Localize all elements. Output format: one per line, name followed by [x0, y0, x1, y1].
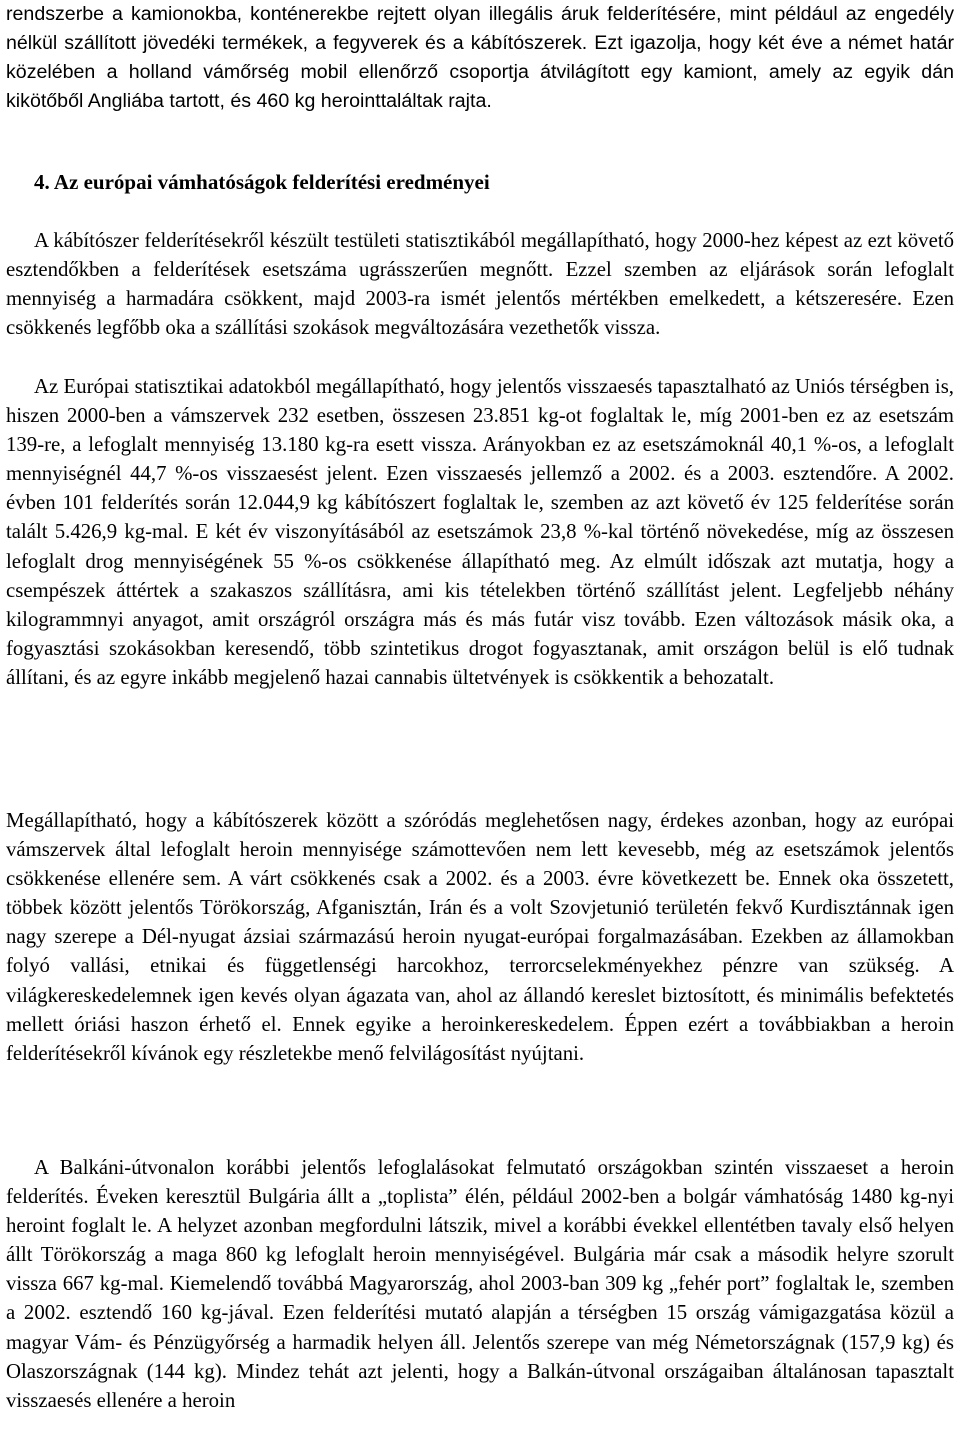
section-heading: 4. Az európai vámhatóságok felderítési eredményei	[34, 170, 490, 194]
intro-paragraph: rendszerbe a kamionokba, konténerekbe rejtett olyan illegális áruk felderítésére, mint például az engedély nélkül szállított jövedéki termékek, a fegyverek és a kábítószerek. Ezt igazolja, hogy két éve a német határ közelében a holland vámőrség mobil ellenőrző csoportja átvilágított egy kamiont, amely az egyik dán kikötőből Angliába tartott, és 460 kg herointtaláltak rajta.	[6, 3, 954, 112]
section-paragraph-4: A Balkáni-útvonalon korábbi jelentős lefoglalásokat felmutató országokban szintén visszaeset a heroin felderítés. Éveken keresztül Bulgária állt a „toplista” élén, például 2002-ben a bolgár vámhatóság 1480 kg-nyi heroint foglalt le. A helyzet azonban megfordulni látszik, mivel a korábbi évekkel ellentétben tavaly első helyen állt Törökország a maga 860 kg lefoglalt heroin mennyiségével. Bulgária már csak a második helyre szorult vissza 667 kg-mal. Kiemelendő továbbá Magyarország, ahol 2003-ban 309 kg „fehér port” foglaltak le, szemben a 2002. esztendő 160 kg-jával. Ezen felderítési mutató alapján a térségben 15 ország vámigazgatása közül a magyar Vám- és Pénzügyőrség a harmadik helyen áll. Jelentős szerepe van még Németországnak (157,9 kg) és Olaszországnak (144 kg). Mindez tehát azt jelenti, hogy a Balkán-útvonal országaiban általánosan tapasztalt visszaesés ellenére a heroin	[6, 1156, 954, 1412]
section-paragraph-3: Megállapítható, hogy a kábítószerek között a szóródás meglehetősen nagy, érdekes azonban, hogy az európai vámszervek által lefoglalt heroin mennyisége számottevően nem lett kevesebb, még az esetszámok jelentős csökkenése ellenére sem. A várt csökkenés csak a 2002. és a 2003. évre következett be. Ennek oka összetett, többek között jelentős Törökország, Afganisztán, Irán és a volt Szovjetunió területén fekvő Kurdisztánnak igen nagy szerepe a Dél-nyugat ázsiai származású heroin nyugat-európai forgalmazásában. Ezekben az államokban folyó vallási, etnikai és függetlenségi harcokhoz, terrorcselekményekhez pénzre van szükség. A világkereskedelemnek igen kevés olyan ágazata van, ahol az állandó kereslet biztosított, és minimális befektetés mellett óriási haszon érhető el. Ennek egyike a heroinkereskedelem. Éppen ezért a továbbiakban a heroin felderítésekről kívánok egy részletekbe menő felvilágosítást nyújtani.	[6, 809, 954, 1065]
section-paragraph-1: A kábítószer felderítésekről készült testületi statisztikából megállapítható, hogy 2000-hez képest az ezt követő esztendőkben a felderítések esetszáma ugrásszerűen megnőtt. Ezzel szemben az eljárások során lefoglalt mennyiség a harmadára csökkent, majd 2003-ra ismét jelentős mértékben emelkedett, a kétszeresére. Ezen csökkenés legfőbb oka a szállítási szokások megváltozására vezethetők vissza.	[6, 229, 954, 340]
section-paragraph-2: Az Európai statisztikai adatokból megállapítható, hogy jelentős visszaesés tapasztalható az Uniós térségben is, hiszen 2000-ben a vámszervek 232 esetben, összesen 23.851 kg-ot foglaltak le, míg 2001-ben ez az esetszám 139-re, a lefoglalt mennyiség 13.180 kg-ra esett vissza. Arányokban ez az esetszámoknál 40,1 %-os, a lefoglalt mennyiségnél 44,7 %-os visszaesést jelent. Ezen visszaesés jellemző a 2002. és a 2003. esztendőre. A 2002. évben 101 felderítés során 12.044,9 kg kábítószert foglaltak le, szemben az azt követő év 125 felderítése során talált 5.426,9 kg-mal. E két év viszonyításából az esetszámok 23,8 %-kal történő növekedése, míg az összesen lefoglalt drog mennyiségének 55 %-os csökkenése állapítható meg. Az elmúlt időszak azt mutatja, hogy a csempészek áttértek a szakaszos szállításra, ami kis tételekben történő szállítást jelent. Legfeljebb néhány kilogrammnyi anyagot, amit országról országra más és más futár visz tovább. Ezen változások másik oka, a fogyasztási szokásokban keresendő, több szintetikus drogot fogyasztanak, amit országon belül is elő tudnak állítani, és az egyre inkább megjelenő hazai cannabis ültetvények is csökkentik a behozatalt.	[6, 375, 954, 689]
